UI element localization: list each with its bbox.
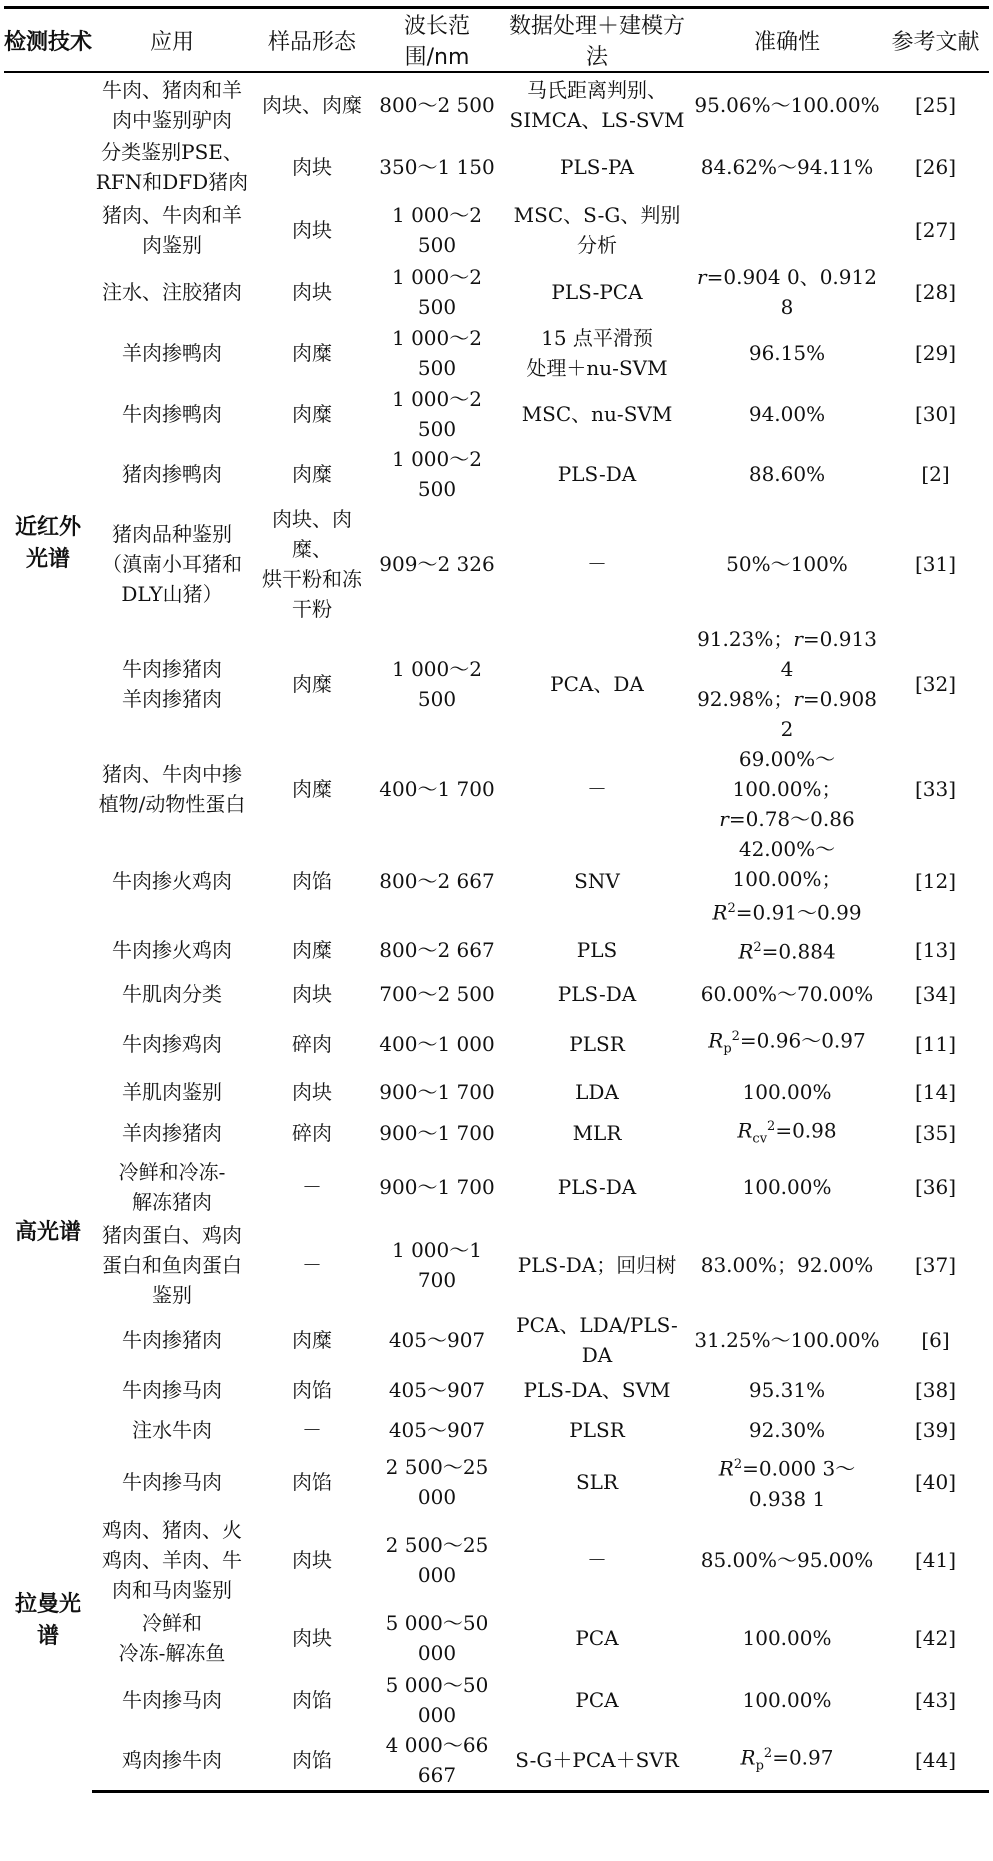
reference-cell: [14]	[914, 1079, 957, 1104]
wavelength-cell: 2 500～25 000	[385, 1455, 489, 1510]
table-row	[4, 1310, 989, 1370]
application-cell: 牛肌肉分类	[122, 981, 222, 1006]
sample-form-cell: 肉糜	[292, 1328, 332, 1353]
table-row	[4, 834, 989, 928]
sample-form-cell: 肉馅	[292, 1378, 332, 1403]
application-cell: 牛肉掺火鸡肉	[112, 868, 232, 893]
accuracy-cell: $R_p^2=0.96\sim 0.97$	[708, 1028, 866, 1057]
table-row	[4, 1450, 989, 1514]
table-row	[4, 972, 989, 1016]
sample-form-cell: 肉糜	[292, 402, 332, 426]
application-cell: 牛肉掺猪肉	[122, 1328, 222, 1353]
method-cell: PLS-PCA	[551, 280, 643, 304]
wavelength-cell: 5 000～50 000	[385, 1610, 489, 1665]
header-reference: 参考文献	[882, 8, 989, 73]
accuracy-cell: 96.15%	[748, 341, 826, 365]
wavelength-cell: 5 000～50 000	[385, 1672, 489, 1727]
accuracy-cell: $R_{cv}^2=0.98$	[737, 1118, 837, 1147]
sample-form-cell: －	[302, 1175, 322, 1200]
reference-cell: [29]	[914, 341, 957, 365]
reference-cell: [43]	[914, 1687, 957, 1712]
technique-cell: 高光谱	[14, 1219, 81, 1245]
method-cell: SNV	[574, 868, 620, 893]
reference-cell: [31]	[914, 552, 957, 576]
table-row	[4, 262, 989, 322]
method-cell: LDA	[575, 1079, 619, 1104]
application-cell: 牛肉掺马肉	[122, 1378, 222, 1403]
application-cell: 牛肉掺马肉	[122, 1470, 222, 1495]
method-cell: －	[587, 777, 607, 801]
application-cell: 牛肉掺马肉	[122, 1687, 222, 1712]
table-row	[4, 1606, 989, 1670]
sample-form-cell: 肉块	[292, 1079, 332, 1104]
reference-cell: [28]	[914, 280, 957, 304]
accuracy-cell: 85.00%～95.00%	[700, 1547, 874, 1572]
reference-cell: [44]	[882, 1730, 989, 1792]
wavelength-cell: 405～907	[388, 1378, 486, 1403]
method-cell: PCA	[575, 1625, 619, 1650]
table-row	[4, 136, 989, 198]
table-row	[4, 384, 989, 444]
sample-form-cell: 肉块	[292, 1625, 332, 1650]
accuracy-cell: 95.31%	[748, 1378, 826, 1403]
header-application: 应用	[92, 8, 252, 73]
sample-form-cell: 肉块	[292, 981, 332, 1006]
table-row	[4, 504, 989, 624]
accuracy-cell: $R^2=0.884$	[738, 939, 836, 964]
method-cell: PLS	[576, 937, 618, 962]
reference-cell: [6]	[921, 1328, 950, 1353]
table-row	[4, 1670, 989, 1730]
application-cell: 羊肉掺猪肉	[122, 1120, 222, 1145]
header-wavelength: 波长范围/nm	[372, 8, 502, 73]
method-cell: SLR	[575, 1470, 619, 1495]
wavelength-cell: 1 000～2 500	[392, 326, 482, 380]
method-cell: S-G＋PCA＋SVR	[502, 1730, 692, 1792]
application-cell: 分类鉴别PSE、 RFN和DFD猪肉	[95, 140, 249, 194]
table-row	[4, 444, 989, 504]
reference-cell: [11]	[914, 1031, 957, 1056]
sample-form-cell: 肉块	[292, 218, 332, 242]
wavelength-cell: 2 500～25 000	[385, 1532, 489, 1587]
reference-cell: [35]	[914, 1120, 957, 1145]
method-cell: PLS-DA	[557, 981, 637, 1006]
sample-form-cell: 碎肉	[292, 1120, 332, 1145]
accuracy-cell: 88.60%	[748, 462, 826, 486]
reference-cell: [2]	[921, 462, 950, 486]
wavelength-cell: 800～2 667	[379, 937, 495, 962]
wavelength-cell: 909～2 326	[379, 552, 495, 576]
method-cell: 马氏距离判别、 SIMCA、LS-SVM	[509, 77, 685, 132]
application-cell: 牛肉掺猪肉 羊肉掺猪肉	[122, 657, 222, 711]
sample-form-cell: 肉糜	[292, 777, 332, 801]
application-cell: 猪肉、牛肉和羊 肉鉴别	[102, 203, 242, 257]
sample-form-cell: 肉馅	[292, 868, 332, 893]
table-row	[4, 1370, 989, 1410]
application-cell: 猪肉蛋白、鸡肉 蛋白和鱼肉蛋白 鉴别	[102, 1223, 242, 1308]
sample-form-cell: 肉块	[292, 155, 332, 179]
reference-cell: [27]	[914, 218, 957, 242]
table-row	[4, 1514, 989, 1606]
accuracy-cell: 100.00%	[742, 1625, 832, 1650]
table-body	[4, 72, 989, 1791]
reference-cell: [37]	[914, 1253, 957, 1278]
application-cell: 注水、注胶猪肉	[102, 280, 242, 304]
reference-cell: [41]	[914, 1547, 957, 1572]
method-cell: PLS-DA；回归树	[517, 1253, 677, 1278]
reference-cell: [26]	[914, 155, 957, 179]
header-tech: 检测技术	[4, 8, 92, 73]
accuracy-cell: $R^2=0.000$ 3～0.938 1	[718, 1456, 856, 1511]
method-cell: PLS-DA	[557, 462, 637, 486]
wavelength-cell: 350～1 150	[379, 155, 495, 179]
sample-form-cell: 肉糜	[292, 462, 332, 486]
wavelength-cell: 900～1 700	[379, 1175, 495, 1200]
wavelength-cell: 800～2 500	[379, 92, 495, 117]
accuracy-cell	[692, 198, 882, 262]
application-cell: 冷鲜和冷冻- 解冻猪肉	[118, 1160, 226, 1215]
table-row	[4, 198, 989, 262]
accuracy-cell: $R_p^2=0.97$	[692, 1730, 882, 1792]
table-row	[4, 72, 989, 136]
application-cell: 牛肉掺鸡肉	[122, 1031, 222, 1056]
header-sample-form: 样品形态	[252, 8, 372, 73]
table-row	[4, 624, 989, 744]
accuracy-cell: 100.00%	[742, 1079, 832, 1104]
wavelength-cell: 405～907	[388, 1418, 486, 1443]
accuracy-cell: 31.25%～100.00%	[694, 1328, 880, 1353]
table-row	[4, 744, 989, 834]
accuracy-cell: 83.00%；92.00%	[700, 1253, 874, 1278]
sample-form-cell: 肉糜	[292, 937, 332, 962]
table-row	[4, 1154, 989, 1220]
accuracy-cell: 100.00%	[742, 1175, 832, 1200]
sample-form-cell: 肉块、肉糜、 烘干粉和冻干粉	[262, 507, 362, 621]
reference-cell: [33]	[914, 777, 957, 801]
application-cell: 猪肉、牛肉中掺 植物/动物性蛋白	[98, 762, 246, 816]
application-cell: 牛肉掺火鸡肉	[112, 937, 232, 962]
accuracy-cell: 50%～100%	[726, 552, 848, 576]
sample-form-cell: 肉馅	[252, 1730, 372, 1792]
wavelength-cell: 405～907	[388, 1328, 486, 1353]
header-method: 数据处理＋建模方法	[502, 8, 692, 73]
method-cell: －	[587, 1547, 607, 1572]
wavelength-cell: 1 000～1 700	[392, 1238, 482, 1293]
application-cell: 冷鲜和 冷冻-解冻鱼	[118, 1610, 226, 1665]
wavelength-cell: 1 000～2 500	[392, 265, 482, 319]
sample-form-cell: 肉块	[292, 1547, 332, 1572]
sample-form-cell: 肉糜	[292, 672, 332, 696]
accuracy-cell: 42.00%～100.00%； $R^2=0.91\sim 0.99$	[712, 837, 862, 925]
method-cell: PLS-PA	[560, 155, 634, 179]
method-cell: PCA、DA	[550, 672, 644, 696]
method-cell: PLSR	[569, 1031, 625, 1056]
reference-cell: [34]	[914, 981, 957, 1006]
table-row	[4, 1730, 989, 1792]
wavelength-cell: 700～2 500	[379, 981, 495, 1006]
method-cell: PLSR	[569, 1418, 625, 1443]
technique-cell: 拉曼光谱	[14, 1591, 81, 1649]
sample-form-cell: －	[302, 1418, 322, 1443]
accuracy-cell: 60.00%～70.00%	[700, 981, 874, 1006]
accuracy-cell: 100.00%	[742, 1687, 832, 1712]
sample-form-cell: 肉馅	[292, 1687, 332, 1712]
spectroscopy-table	[4, 6, 989, 1793]
accuracy-cell: 92.30%	[748, 1418, 826, 1443]
method-cell: PCA、LDA/PLS-DA	[516, 1313, 678, 1368]
accuracy-cell: 94.00%	[748, 402, 826, 426]
reference-cell: [32]	[914, 672, 957, 696]
method-cell: －	[587, 552, 607, 576]
table-row	[4, 928, 989, 972]
method-cell: PCA	[575, 1687, 619, 1712]
method-cell: PLS-DA	[557, 1175, 637, 1200]
method-cell: MLR	[572, 1120, 622, 1145]
sample-form-cell: 肉块、肉糜	[262, 92, 362, 117]
accuracy-cell: 95.06%～100.00%	[694, 92, 880, 117]
sample-form-cell: 碎肉	[292, 1031, 332, 1056]
table-row	[4, 1220, 989, 1310]
application-cell: 羊肉掺鸭肉	[122, 341, 222, 365]
reference-cell: [39]	[914, 1418, 957, 1443]
wavelength-cell: 1 000～2 500	[392, 657, 482, 711]
accuracy-cell: 91.23%；r=0.913 4 92.98%；r=0.908 2	[697, 627, 877, 741]
sample-form-cell: 肉块	[292, 280, 332, 304]
header-row	[4, 8, 989, 73]
accuracy-cell: r=0.904 0、0.912 8	[697, 265, 877, 319]
application-cell: 鸡肉掺牛肉	[92, 1730, 252, 1792]
reference-cell: [42]	[914, 1625, 957, 1650]
table-row	[4, 1016, 989, 1072]
application-cell: 注水牛肉	[132, 1418, 212, 1443]
wavelength-cell: 4 000～66 667	[372, 1730, 502, 1792]
application-cell: 猪肉品种鉴别 （滇南小耳猪和 DLY山猪）	[102, 522, 242, 606]
reference-cell: [40]	[914, 1470, 957, 1495]
reference-cell: [25]	[914, 92, 957, 117]
wavelength-cell: 1 000～2 500	[392, 387, 482, 441]
application-cell: 羊肌肉鉴别	[122, 1079, 222, 1104]
application-cell: 鸡肉、猪肉、火 鸡肉、羊肉、牛 肉和马肉鉴别	[102, 1517, 242, 1602]
application-cell: 牛肉、猪肉和羊 肉中鉴别驴肉	[102, 77, 242, 132]
sample-form-cell: 肉糜	[292, 341, 332, 365]
reference-cell: [13]	[914, 937, 957, 962]
accuracy-cell: 84.62%～94.11%	[700, 155, 874, 179]
application-cell: 猪肉掺鸭肉	[122, 462, 222, 486]
wavelength-cell: 900～1 700	[379, 1120, 495, 1145]
table-row	[4, 1072, 989, 1112]
table-row	[4, 1112, 989, 1155]
wavelength-cell: 900～1 700	[379, 1079, 495, 1104]
wavelength-cell: 1 000～2 500	[392, 447, 482, 501]
wavelength-cell: 800～2 667	[379, 868, 495, 893]
reference-cell: [38]	[914, 1378, 957, 1403]
reference-cell: [12]	[914, 868, 957, 893]
accuracy-cell: 69.00%～100.00%； r=0.78～0.86	[719, 747, 855, 831]
table-row	[4, 1410, 989, 1450]
method-cell: 15 点平滑预 处理＋nu-SVM	[526, 326, 668, 380]
table-row	[4, 322, 989, 384]
application-cell: 牛肉掺鸭肉	[122, 402, 222, 426]
sample-form-cell: 肉馅	[292, 1470, 332, 1495]
method-cell: MSC、nu-SVM	[521, 402, 673, 426]
wavelength-cell: 400～1 000	[379, 1031, 495, 1056]
reference-cell: [30]	[914, 402, 957, 426]
technique-cell: 近红外 光谱	[14, 515, 81, 573]
method-cell: PLS-DA、SVM	[523, 1378, 671, 1403]
wavelength-cell: 1 000～2 500	[392, 203, 482, 257]
method-cell: MSC、S-G、判别分析	[513, 203, 681, 257]
header-accuracy: 准确性	[692, 8, 882, 73]
wavelength-cell: 400～1 700	[379, 777, 495, 801]
sample-form-cell: －	[302, 1253, 322, 1278]
reference-cell: [36]	[914, 1175, 957, 1200]
